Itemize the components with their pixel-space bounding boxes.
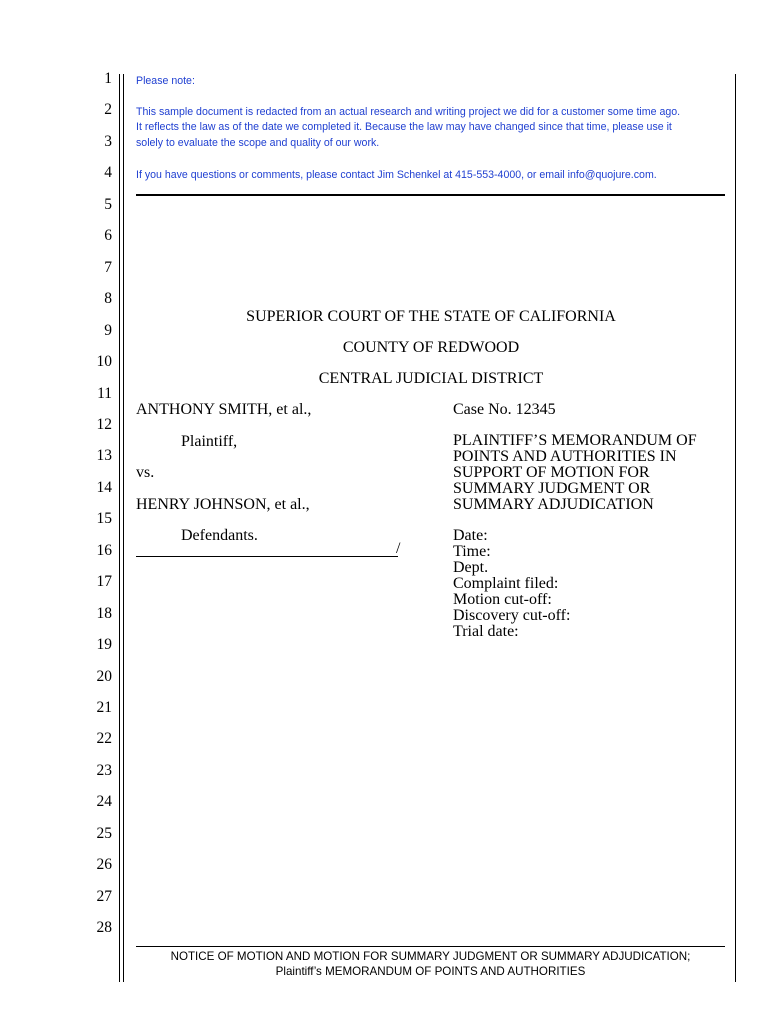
- footer-line1: NOTICE OF MOTION AND MOTION FOR SUMMARY JUDGMENT OR SUMMARY ADJUDICATION;: [170, 950, 691, 963]
- line-number: 15: [96, 510, 112, 528]
- line-number: 13: [96, 447, 112, 465]
- court-county: COUNTY OF REDWOOD: [342, 339, 520, 356]
- court-district: CENTRAL JUDICIAL DISTRICT: [318, 370, 544, 387]
- line-number: 14: [96, 478, 112, 496]
- line-number: 25: [96, 824, 112, 842]
- line-number: 12: [96, 415, 112, 433]
- defendant-name: HENRY JOHNSON, et al.,: [136, 496, 310, 513]
- notice-para1-line2: It reflects the law as of the date we completed it. Because the law may have changed since that time, please use it: [136, 121, 672, 133]
- line-number: 22: [96, 730, 112, 748]
- line-number: 9: [104, 321, 112, 339]
- footer-line2: Plaintiff’s MEMORANDUM OF POINTS AND AUTHORITIES: [275, 965, 586, 978]
- schedule-field: Discovery cut-off:: [453, 607, 571, 624]
- line-number: 17: [96, 573, 112, 591]
- line-number: 21: [96, 699, 112, 716]
- footer: [136, 949, 725, 979]
- schedule-field: Date:: [453, 527, 488, 544]
- left-margin-rule-inner: [123, 74, 124, 982]
- document-title-line: SUPPORT OF MOTION FOR: [453, 464, 650, 481]
- line-number: 4: [104, 164, 112, 182]
- schedule-fields: [453, 528, 570, 640]
- document-title-line: PLAINTIFF’S MEMORANDUM OF: [453, 432, 697, 449]
- line-number: 16: [96, 541, 112, 559]
- document-title-line: POINTS AND AUTHORITIES IN: [453, 448, 677, 465]
- line-number: 3: [104, 132, 112, 150]
- line-number: 5: [104, 195, 112, 213]
- plaintiff-role: Plaintiff,: [181, 433, 238, 450]
- notice-divider: [136, 194, 725, 196]
- schedule-field: Complaint filed:: [453, 575, 559, 592]
- notice-contact: If you have questions or comments, please contact Jim Schenkel at 415-553-4000, or email info@quojure.com.: [136, 169, 657, 181]
- left-margin-rule-outer: [119, 74, 120, 982]
- plaintiff-name: ANTHONY SMITH, et al.,: [136, 401, 312, 418]
- line-number: 26: [96, 856, 112, 874]
- line-number: 27: [96, 887, 112, 905]
- defendant-role: Defendants.: [181, 527, 258, 544]
- document-title: [453, 433, 697, 513]
- schedule-field: Dept.: [453, 559, 489, 576]
- schedule-field: Trial date:: [453, 623, 519, 640]
- caption-slash: /: [396, 540, 401, 557]
- footer-divider: [136, 946, 725, 947]
- line-number: 10: [96, 353, 112, 371]
- notice-heading: Please note:: [136, 75, 195, 87]
- versus: vs.: [136, 464, 155, 481]
- line-number: 8: [104, 290, 112, 308]
- case-number: Case No. 12345: [453, 401, 556, 418]
- line-number: 28: [96, 919, 112, 937]
- document-title-line: SUMMARY JUDGMENT OR: [453, 480, 651, 497]
- notice-para1-line1: This sample document is redacted from an actual research and writing project we did for a customer some time ago.: [136, 106, 681, 118]
- line-number: 18: [96, 604, 112, 622]
- right-margin-rule: [735, 74, 736, 982]
- document-title-line: SUMMARY ADJUDICATION: [453, 496, 654, 513]
- court-name: SUPERIOR COURT OF THE STATE OF CALIFORNIA: [246, 308, 616, 325]
- line-number: 6: [104, 227, 112, 245]
- line-number: 20: [96, 667, 112, 685]
- line-number: 23: [96, 761, 112, 779]
- line-number: 24: [96, 793, 112, 811]
- line-number: 2: [104, 101, 112, 119]
- line-number: 19: [96, 636, 112, 654]
- line-number: 1: [104, 70, 112, 87]
- line-number: 7: [104, 258, 112, 276]
- caption-underline: [136, 556, 398, 557]
- schedule-field: Motion cut-off:: [453, 591, 552, 608]
- notice-para1-line3: solely to evaluate the scope and quality of our work.: [136, 137, 380, 149]
- schedule-field: Time:: [453, 543, 491, 560]
- line-number: 11: [97, 384, 112, 402]
